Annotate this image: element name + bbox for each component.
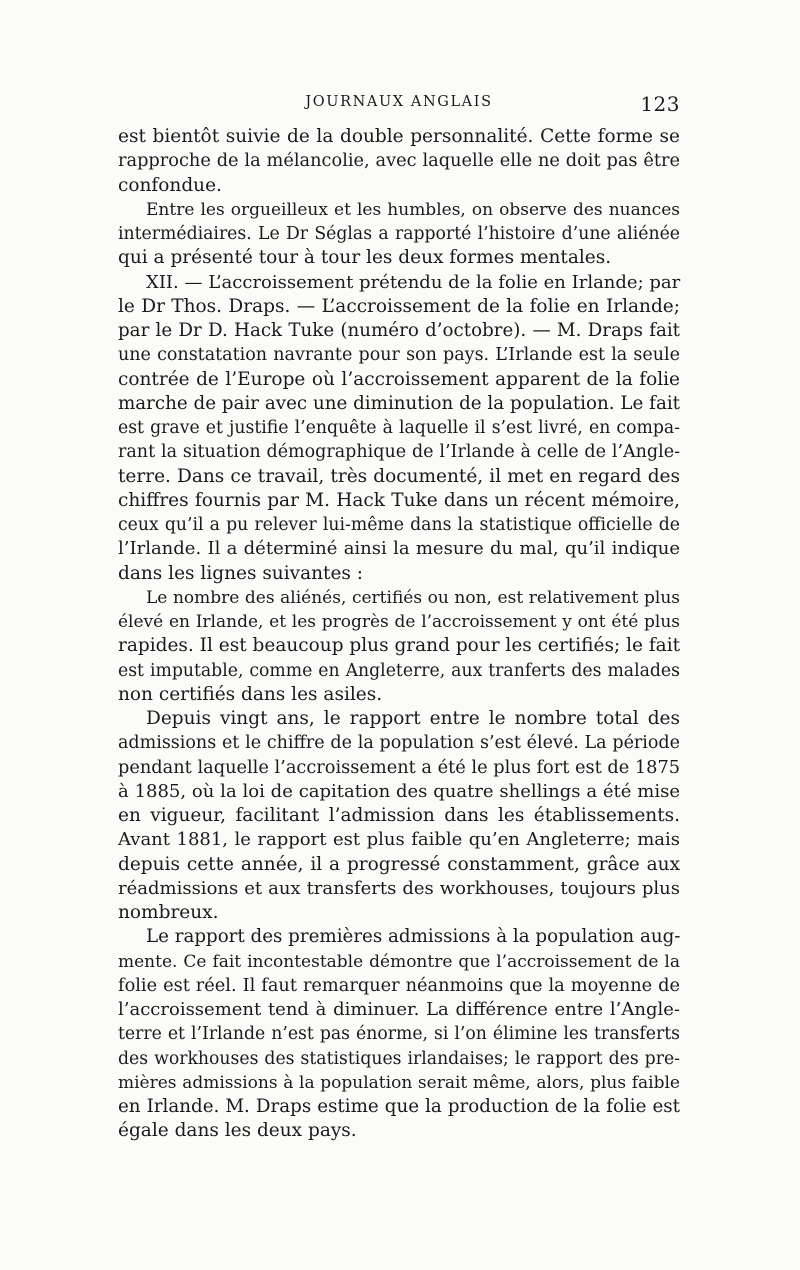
text-line: en Irlande. M. Draps estime que la production de la folie est [118, 1096, 680, 1117]
text-line: marche de pair avec une diminution de la population. Le fait [118, 392, 680, 414]
text-line: rant la situation démographique de l’Irlande à celle de l’Angle- [118, 442, 680, 463]
quote-line: Le nombre des aliénés, certifiés ou non, est relativement plus [146, 587, 680, 608]
text-line: terre. Dans ce travail, très documenté, il met en regard des [118, 465, 680, 487]
text-line: une constatation navrante pour son pays. L’Irlande est la seule [118, 345, 680, 366]
text-line: par le Dr D. Hack Tuke (numéro d’octobre). — M. Draps fait [118, 320, 680, 341]
text-line: l’Irlande. Il a déterminé ainsi la mesure du mal, qu’il indique [118, 538, 680, 560]
quote-line: est imputable, comme en Angleterre, aux tranferts des malades [118, 660, 680, 681]
text-line: qui a présenté tour à tour les deux formes mentales. [118, 247, 612, 269]
text-line: terre et l’Irlande n’est pas énorme, si l’on élimine les transferts [118, 1024, 680, 1045]
text-line: pendant laquelle l’accroissement a été le plus fort est de 1875 [118, 757, 681, 778]
quote-line: rapides. Il est beaucoup plus grand pour les certifiés; le fait [118, 635, 681, 657]
quote-line: élevé en Irlande, et les progrès de l’accroissement y ont été plus [118, 612, 680, 632]
text-line: le Dr Thos. Draps. — L’accroissement de la folie en Irlande; [118, 295, 680, 317]
text-line: est bientôt suivie de la double personnalité. Cette forme se [118, 126, 680, 147]
page-number: 123 [640, 92, 680, 116]
text-line: ceux qu’il a pu relever lui-même dans la statistique officielle de [118, 515, 680, 535]
text-line: mières admissions à la population serait même, alors, plus faible [118, 1072, 680, 1093]
text-line: Le rapport des premières admissions à la population aug- [146, 926, 681, 948]
text-line: contrée de l’Europe où l’accroissement apparent de la folie [118, 368, 680, 390]
text-line: Depuis vingt ans, le rapport entre le nombre total des [146, 708, 680, 729]
text-line: dans les lignes suivantes : [118, 562, 364, 584]
running-title: JOURNAUX ANGLAIS [305, 94, 493, 110]
text-line: en vigueur, facilitant l’admission dans les établissements. [118, 805, 680, 826]
text-line: depuis cette année, il a progressé constamment, grâce aux [118, 853, 680, 875]
text-line: nombreux. [118, 902, 219, 923]
text-line: l’accroissement tend à diminuer. La différence entre l’Angle- [118, 999, 680, 1020]
text-line: confondue. [118, 174, 222, 196]
text-line: rapproche de la mélancolie, avec laquelle elle ne doit pas être [118, 151, 680, 172]
text-line: intermédiaires. Le Dr Séglas a rapporté l’histoire d’une aliénée [118, 224, 680, 244]
text-line: est grave et justifie l’enquête à laquelle il s’est livré, en compa- [118, 418, 680, 438]
text-line: chiffres fournis par M. Hack Tuke dans un récent mémoire, [118, 489, 680, 511]
text-line: à 1885, où la loi de capitation des quatre shellings a été mise [118, 780, 680, 802]
page-body [118, 125, 680, 1144]
text-line: folie est réel. Il faut remarquer néanmoins que la moyenne de [118, 975, 680, 996]
text-line: réadmissions et aux transferts des workhouses, toujours plus [118, 877, 680, 899]
quote-line: non certifiés dans les asiles. [118, 683, 383, 705]
text-line: mente. Ce fait incontestable démontre que l’accroissement de la [118, 951, 680, 972]
section-heading-line: XII. — L’accroissement prétendu de la folie en Irlande; par [146, 271, 681, 293]
text-line: admissions et le chiffre de la population s’est élevé. La période [118, 733, 680, 754]
text-line: égale dans les deux pays. [118, 1120, 357, 1142]
text-line: des workhouses des statistiques irlandaises; le rapport des pre- [118, 1048, 680, 1069]
text-line: Entre les orgueilleux et les humbles, on observe des nuances [146, 199, 680, 220]
text-line: Avant 1881, le rapport est plus faible qu’en Angleterre; mais [118, 829, 680, 851]
running-header [118, 92, 680, 116]
